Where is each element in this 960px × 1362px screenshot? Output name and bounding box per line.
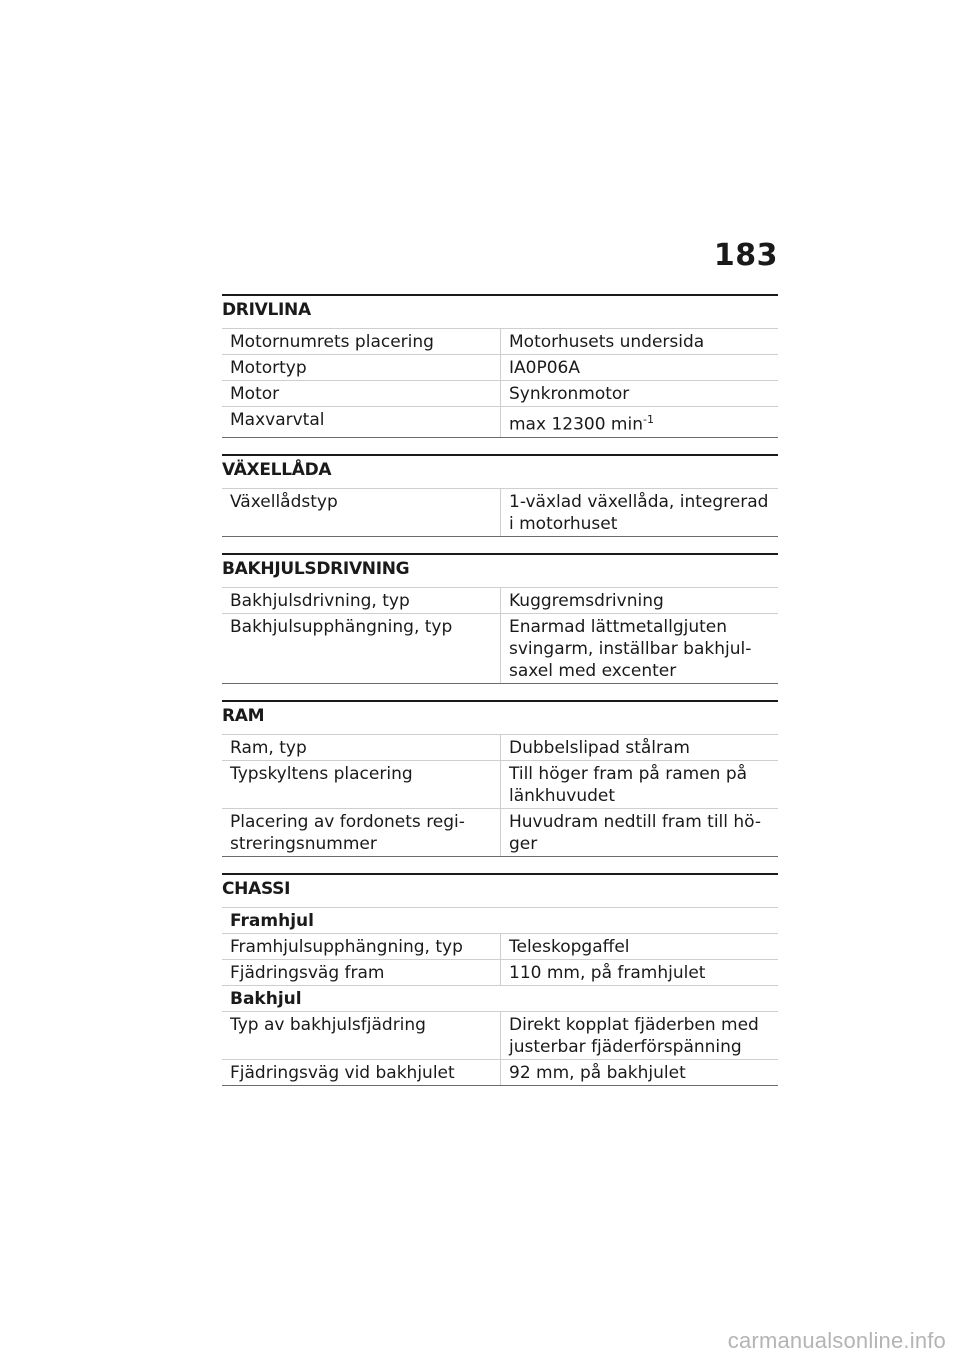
row-value: IA0P06A xyxy=(501,355,779,381)
spec-table xyxy=(222,488,778,537)
table-subheading-row xyxy=(222,985,778,1011)
row-label: Bakhjulsdrivning, typ xyxy=(222,587,501,613)
row-value: Huvudram nedtill fram till hö-ger xyxy=(501,808,779,856)
table-row xyxy=(222,613,778,683)
section-chassi xyxy=(222,873,778,1086)
section-ram xyxy=(222,700,778,857)
row-value: Enarmad lättmetallgjuten svingarm, inställbar bakhjul-saxel med excenter xyxy=(501,613,779,683)
row-value-text: max 12300 min xyxy=(509,414,643,435)
row-value: Motorhusets undersida xyxy=(501,329,779,355)
table-row xyxy=(222,329,778,355)
spec-table xyxy=(222,587,778,684)
row-label: Typ av bakhjulsfjädring xyxy=(222,1011,501,1059)
unit-exponent: -1 xyxy=(642,413,654,426)
table-row xyxy=(222,734,778,760)
table-row xyxy=(222,933,778,959)
row-label: Motortyp xyxy=(222,355,501,381)
row-value: 92 mm, på bakhjulet xyxy=(501,1059,779,1085)
row-label: Fjädringsväg vid bakhjulet xyxy=(222,1059,501,1085)
section-title: BAKHJULSDRIVNING xyxy=(222,553,778,587)
row-value: Till höger fram på ramen på länkhuvudet xyxy=(501,760,779,808)
row-label: Motor xyxy=(222,381,501,407)
row-label: Typskyltens placering xyxy=(222,760,501,808)
row-label: Motornumrets placering xyxy=(222,329,501,355)
table-subheading: Framhjul xyxy=(222,907,778,933)
table-row xyxy=(222,959,778,985)
row-value xyxy=(501,407,779,438)
table-row xyxy=(222,407,778,438)
row-label: Framhjulsupphängning, typ xyxy=(222,933,501,959)
row-value: Dubbelslipad stålram xyxy=(501,734,779,760)
table-row xyxy=(222,760,778,808)
table-row xyxy=(222,1059,778,1085)
row-label: Maxvarvtal xyxy=(222,407,501,438)
section-vaxellada xyxy=(222,454,778,537)
row-label: Bakhjulsupphängning, typ xyxy=(222,613,501,683)
row-value: Direkt kopplat fjäderben med justerbar fjäderförspänning xyxy=(501,1011,779,1059)
table-subheading-row xyxy=(222,907,778,933)
row-value: Synkronmotor xyxy=(501,381,779,407)
table-row xyxy=(222,381,778,407)
row-label: Växellådstyp xyxy=(222,488,501,536)
section-bakhjulsdrivning xyxy=(222,553,778,684)
row-label: Fjädringsväg fram xyxy=(222,959,501,985)
table-row xyxy=(222,1011,778,1059)
section-title: RAM xyxy=(222,700,778,734)
section-title: CHASSI xyxy=(222,873,778,907)
spec-table xyxy=(222,328,778,438)
section-title: VÄXELLÅDA xyxy=(222,454,778,488)
section-title: DRIVLINA xyxy=(222,294,778,328)
section-drivlina xyxy=(222,294,778,438)
table-row xyxy=(222,355,778,381)
table-row xyxy=(222,808,778,856)
watermark[interactable]: carmanualsonline.info xyxy=(727,1328,946,1353)
row-value: Teleskopgaffel xyxy=(501,933,779,959)
table-row xyxy=(222,488,778,536)
table-subheading: Bakhjul xyxy=(222,985,778,1011)
table-row xyxy=(222,587,778,613)
row-value: Kuggremsdrivning xyxy=(501,587,779,613)
row-value: 1-växlad växellåda, integrerad i motorhuset xyxy=(501,488,779,536)
row-label: Ram, typ xyxy=(222,734,501,760)
spec-table xyxy=(222,734,778,857)
row-label: Placering av fordonets regi-streringsnummer xyxy=(222,808,501,856)
page-number: 183 xyxy=(713,238,778,273)
spec-table xyxy=(222,907,778,1086)
row-value: 110 mm, på framhjulet xyxy=(501,959,779,985)
spec-content xyxy=(222,294,778,1102)
